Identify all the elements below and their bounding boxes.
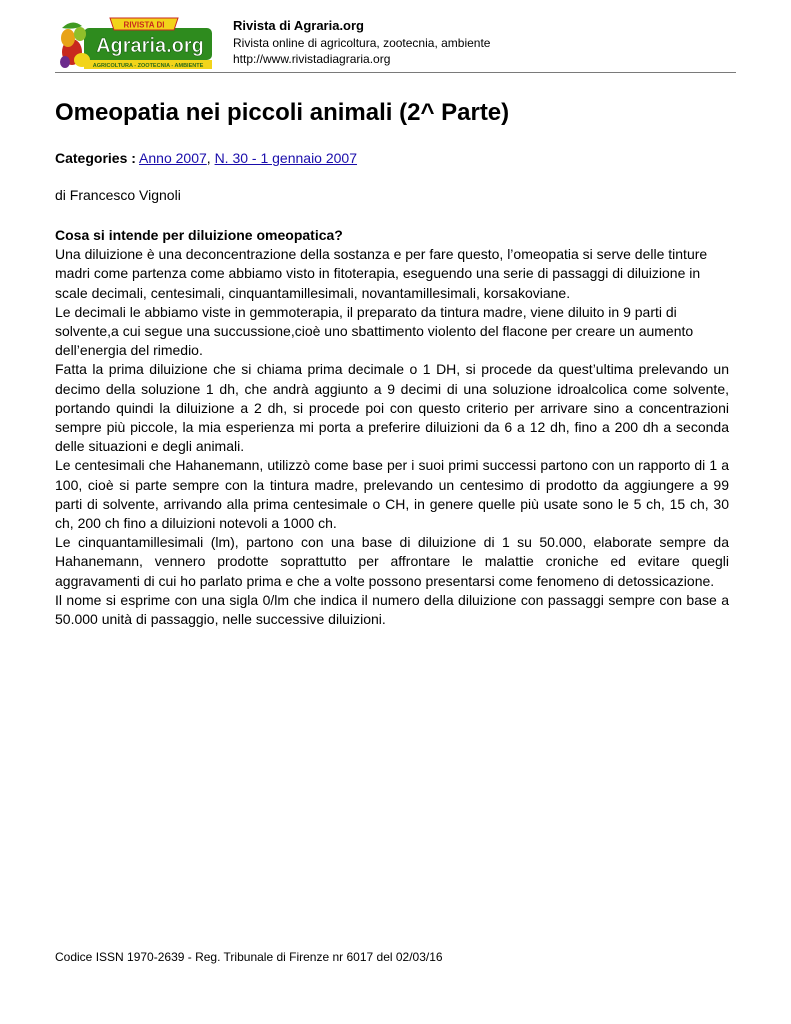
agraria-logo[interactable]: [58, 16, 214, 72]
logo-graphic: [58, 16, 214, 72]
page-footer: Codice ISSN 1970-2639 - Reg. Tribunale di Firenze nr 6017 del 02/03/16: [55, 950, 443, 964]
site-subtitle: Rivista online di agricoltura, zootecnia, ambiente: [233, 36, 491, 50]
header-divider: [55, 72, 736, 73]
site-name: Rivista di Agraria.org: [233, 18, 364, 33]
article-paragraph: Una diluizione è una deconcentrazione della sostanza e per fare questo, l’omeopatia si serve delle tinture madri come partenza come abbiamo visto in fitoterapia, eseguendo una serie di passaggi di diluizione in scale decimali, centesimali, cinquantamillesimali, novantamillesimali, korsakoviane.: [55, 246, 708, 301]
article-paragraph: Le decimali le abbiamo viste in gemmoterapia, il preparato da tintura madre, viene diluito in 9 parti di solvente,a cui segue una succussione,cioè uno sbattimento violento del flacone per creare un aumento dell’energia del rimedio.: [55, 303, 694, 359]
article-title: Omeopatia nei piccoli animali (2^ Parte): [55, 99, 510, 126]
categories-line: [55, 148, 357, 168]
article-paragraph: Il nome si esprime con una sigla 0/lm che indica il numero della diluizione con passaggi sempre con base a 50.000 unità di passaggio, nelle successive diluizioni.: [55, 591, 729, 628]
article-body: [55, 226, 729, 629]
article-paragraph: Le centesimali che Hahanemann, utilizzò come base per i suoi primi successi partono con un rapporto di 1 a 100, cioè si parte sempre con la tintura madre, prelevando un centesimo di prodotto da aggiungere a 99 parti di solvente, arrivando alla prima centesimale o CH, in genere quelle più usate sono le 5 ch, 15 ch, 30 ch, 200 ch fino a diluizioni notevoli a 1000 ch.: [55, 457, 729, 532]
logo-tagline: AGRICOLTURA - ZOOTECNIA - AMBIENTE: [92, 63, 204, 69]
categories-label: Categories :: [55, 150, 136, 166]
category-separator: ,: [206, 150, 211, 166]
category-link-issue[interactable]: N. 30 - 1 gennaio 2007: [214, 150, 358, 166]
logo-banner-text: RIVISTA DI: [123, 20, 165, 30]
site-url[interactable]: http://www.rivistadiagraria.org: [233, 52, 391, 66]
category-link-anno[interactable]: Anno 2007: [139, 150, 207, 166]
article-author: di Francesco Vignoli: [55, 187, 181, 203]
article-subheading: Cosa si intende per diluizione omeopatica?: [55, 227, 343, 243]
article-paragraph: Le cinquantamillesimali (lm), partono con una base di diluizione di 1 su 50.000, elaborate sempre da Hahanemann, vennero prodotte soprattutto per affrontare le malattie croniche ed evitare quegli aggravamenti di cui ho parlato prima e che a volte possono presentarsi come fenomeno di detossicazione.: [55, 534, 729, 589]
page-header: [55, 16, 736, 73]
article-paragraph: Fatta la prima diluizione che si chiama prima decimale o 1 DH, si procede da quest’ultima prelevando un decimo della soluzione 1 dh, che andrà aggiunto a 9 decimi di una soluzione idroalcolica come solvente, portando quindi la diluizione a 2 dh, si procede poi con questo criterio per arrivare sino a concentrazioni sempre più piccole, la mia esperienza mi porta a preferire diluizioni da 6 a 12 dh, fino a 200 dh a seconda delle situazioni e degli animali.: [55, 361, 729, 455]
logo-main-text: Agraria.org: [96, 35, 204, 57]
site-info: [233, 17, 490, 67]
